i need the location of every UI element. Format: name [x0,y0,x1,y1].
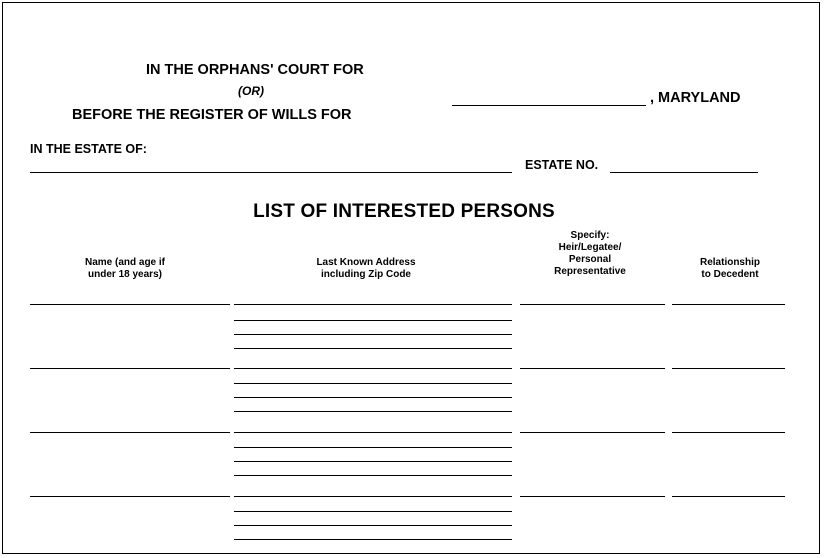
specify-field[interactable] [520,432,665,433]
address-field-line[interactable] [234,368,512,369]
name-field[interactable] [30,432,230,433]
column-header-address [296,257,436,281]
address-field-line[interactable] [234,348,512,349]
column-header-relationship [680,257,780,281]
relationship-field[interactable] [672,496,785,497]
name-field[interactable] [30,496,230,497]
column-header-specify-line: Heir/Legatee/ [558,242,622,253]
specify-field[interactable] [520,304,665,305]
name-field[interactable] [30,368,230,369]
address-field-line[interactable] [234,525,512,526]
address-field-line[interactable] [234,304,512,305]
court-heading-line1: IN THE ORPHANS' COURT FOR [146,62,364,78]
address-field-line[interactable] [234,475,512,476]
county-field[interactable] [452,105,646,106]
column-header-name-line: Name (and age if [84,257,166,268]
court-heading-line2: BEFORE THE REGISTER OF WILLS FOR [72,107,352,123]
specify-field[interactable] [520,496,665,497]
column-header-address-line: Last Known Address [316,257,416,268]
address-field-line[interactable] [234,411,512,412]
column-header-specify-line: Representative [554,266,626,277]
address-field-line[interactable] [234,397,512,398]
estate-name-field[interactable] [30,172,512,173]
column-header-specify-line: Personal [568,254,612,265]
estate-no-label: ESTATE NO. [525,158,599,172]
column-header-name [60,257,190,281]
relationship-field[interactable] [672,368,785,369]
column-header-relationship-line: Relationship [699,257,760,268]
address-field-line[interactable] [234,334,512,335]
address-field-line[interactable] [234,511,512,512]
name-field[interactable] [30,304,230,305]
estate-number-field[interactable] [610,172,758,173]
court-heading-or: (OR) [238,84,264,98]
specify-field[interactable] [520,368,665,369]
address-field-line[interactable] [234,496,512,497]
column-header-specify [530,230,650,278]
column-header-specify-line: Specify: [570,230,610,241]
estate-of-label: IN THE ESTATE OF: [30,142,147,156]
address-field-line[interactable] [234,383,512,384]
state-label: , MARYLAND [650,90,741,106]
column-header-address-line: including Zip Code [321,269,411,280]
form-title: LIST OF INTERESTED PERSONS [253,201,555,222]
address-field-line[interactable] [234,432,512,433]
address-field-line[interactable] [234,461,512,462]
address-field-line[interactable] [234,320,512,321]
column-header-relationship-line: to Decedent [701,269,759,280]
address-field-line[interactable] [234,539,512,540]
relationship-field[interactable] [672,432,785,433]
relationship-field[interactable] [672,304,785,305]
column-header-name-line: under 18 years) [88,269,162,280]
address-field-line[interactable] [234,447,512,448]
